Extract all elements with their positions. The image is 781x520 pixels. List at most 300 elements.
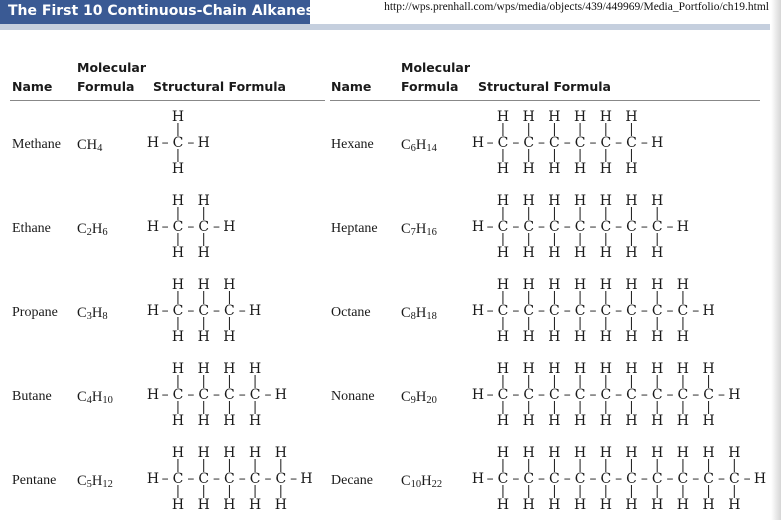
vertical-bond: | <box>603 122 608 137</box>
structural-formula <box>471 360 754 432</box>
horizontal-bond: – <box>692 303 700 319</box>
hydrogen-row <box>478 328 729 346</box>
hydrogen-atom: H <box>702 445 715 461</box>
hydrogen-atom: H <box>651 445 664 461</box>
hydrogen-atom: H <box>496 109 510 125</box>
vertical-bond: | <box>654 316 660 331</box>
vertical-bond: | <box>252 400 258 415</box>
hydrogen-atom: H <box>573 445 587 461</box>
hydrogen-atom: H <box>522 413 535 429</box>
carbon-atom: C <box>626 135 637 151</box>
vertical-bond: | <box>175 122 181 137</box>
vertical-bond: | <box>706 458 711 473</box>
hydrogen-atom: H <box>728 387 741 403</box>
hydrogen-atom: H <box>599 445 612 461</box>
molecular-formula <box>401 473 442 490</box>
hydrogen-atom: H <box>248 361 262 377</box>
horizontal-bond: – <box>563 219 571 235</box>
vertical-bond: | <box>278 458 283 473</box>
hydrogen-atom: H <box>676 219 689 235</box>
vertical-bond: | <box>680 374 686 389</box>
carbon-atom: C <box>600 135 612 151</box>
formula-carbon: C <box>77 305 87 321</box>
col-header-molecular-right: Molecular <box>401 60 470 75</box>
carbon-atom: C <box>172 219 184 235</box>
hydrogen-atom: H <box>599 161 612 177</box>
horizontal-bond: – <box>640 303 648 319</box>
vertical-bond: | <box>526 316 531 331</box>
horizontal-bond: – <box>615 387 623 403</box>
hydrogen-atom: H <box>625 245 638 261</box>
col-header-formula-left: Formula <box>77 79 135 94</box>
structural-formula <box>471 276 729 348</box>
carbon-atom: C <box>574 387 586 403</box>
vertical-bond: | <box>629 374 634 389</box>
vertical-bond: | <box>252 458 258 473</box>
vertical-bond: | <box>629 400 634 415</box>
structural-formula <box>146 360 301 432</box>
hydrogen-atom: H <box>625 413 638 429</box>
formula-carbon: C <box>77 473 87 489</box>
structural-formula <box>146 276 275 348</box>
horizontal-bond: – <box>589 387 597 403</box>
vertical-bond: | <box>654 206 660 221</box>
horizontal-bond: – <box>717 387 725 403</box>
formula-hydrogen: H <box>415 221 427 237</box>
formula-hydrogen-count: 16 <box>426 227 437 238</box>
vertical-bond: | <box>577 290 583 305</box>
vertical-bond: | <box>500 148 506 163</box>
title-underline <box>0 24 770 30</box>
formula-hydrogen-count: 12 <box>102 479 113 490</box>
vertical-bond: | <box>603 374 608 389</box>
vertical-bond: | <box>577 122 583 137</box>
vertical-bond: | <box>227 290 232 305</box>
vertical-bond: | <box>552 206 557 221</box>
hydrogen-row <box>153 412 301 430</box>
hydrogen-atom: H <box>599 245 612 261</box>
carbon-atom: C <box>574 219 586 235</box>
hydrogen-atom: H <box>548 497 561 513</box>
carbon-atom: C <box>497 135 509 151</box>
vertical-bond: | <box>577 484 583 499</box>
horizontal-bond: – <box>238 303 246 319</box>
vertical-bond: | <box>526 148 531 163</box>
horizontal-bond: – <box>512 219 520 235</box>
carbon-atom: C <box>703 471 714 487</box>
formula-carbon: C <box>401 137 411 153</box>
vertical-bond: | <box>577 458 583 473</box>
formula-hydrogen: H <box>91 305 103 321</box>
carbon-atom: C <box>172 471 184 487</box>
molecular-formula <box>401 221 437 238</box>
carbon-atom: C <box>626 387 637 403</box>
horizontal-bond: – <box>161 387 169 403</box>
carbon-atom: C <box>574 135 586 151</box>
formula-hydrogen: H <box>91 221 103 237</box>
hydrogen-atom: H <box>522 193 535 209</box>
hydrogen-atom: H <box>522 445 535 461</box>
carbon-atom: C <box>574 471 586 487</box>
vertical-bond: | <box>629 232 634 247</box>
formula-carbon: C <box>401 221 411 237</box>
carbon-atom: C <box>224 387 235 403</box>
horizontal-bond: – <box>640 387 648 403</box>
formula-carbon-count: 3 <box>86 311 92 322</box>
hydrogen-atom: H <box>496 413 510 429</box>
horizontal-bond: – <box>538 135 546 151</box>
horizontal-bond: – <box>213 387 221 403</box>
hydrogen-atom: H <box>223 219 236 235</box>
vertical-bond: | <box>577 374 583 389</box>
horizontal-bond: – <box>538 219 546 235</box>
vertical-bond: | <box>654 400 660 415</box>
carbon-atom: C <box>198 387 210 403</box>
hydrogen-atom: H <box>625 445 638 461</box>
vertical-bond: | <box>227 400 232 415</box>
hydrogen-atom: H <box>300 471 313 487</box>
carbon-atom: C <box>172 135 184 151</box>
horizontal-bond: – <box>589 471 597 487</box>
formula-carbon: C <box>77 389 87 405</box>
horizontal-bond: – <box>264 387 272 403</box>
col-header-molecular-left: Molecular <box>77 60 146 75</box>
carbon-atom: C <box>549 135 560 151</box>
alkane-name: Hexane <box>331 137 374 152</box>
hydrogen-atom: H <box>223 277 236 293</box>
carbon-atom: C <box>224 471 235 487</box>
hydrogen-atom: H <box>625 161 638 177</box>
carbon-atom: C <box>728 471 740 487</box>
hydrogen-atom: H <box>146 303 160 319</box>
formula-carbon-count: 2 <box>86 227 92 238</box>
hydrogen-atom: H <box>625 193 638 209</box>
vertical-bond: | <box>526 374 531 389</box>
molecular-formula <box>77 305 108 322</box>
hydrogen-atom: H <box>651 277 664 293</box>
alkane-name: Heptane <box>331 221 378 236</box>
carbon-atom: C <box>574 303 586 319</box>
carbon-atom: C <box>523 135 535 151</box>
carbon-atom: C <box>549 303 560 319</box>
hydrogen-atom: H <box>625 277 638 293</box>
molecular-formula <box>401 305 437 322</box>
horizontal-bond: – <box>692 387 700 403</box>
formula-carbon-count: 8 <box>410 311 416 322</box>
alkane-name: Octane <box>331 305 371 320</box>
vertical-bond: | <box>500 290 506 305</box>
hydrogen-atom: H <box>573 277 587 293</box>
header-rule-right <box>330 100 760 101</box>
hydrogen-row <box>153 328 275 346</box>
col-header-structural-left: Structural Formula <box>153 79 286 94</box>
vertical-bond: | <box>706 374 711 389</box>
col-header-name-right: Name <box>331 79 372 94</box>
formula-hydrogen-count: 18 <box>426 311 437 322</box>
hydrogen-atom: H <box>146 219 160 235</box>
formula-carbon: C <box>77 221 87 237</box>
vertical-bond: | <box>629 484 634 499</box>
hydrogen-atom: H <box>651 497 664 513</box>
hydrogen-atom: H <box>197 277 210 293</box>
hydrogen-atom: H <box>651 413 664 429</box>
source-url[interactable]: http://wps.prenhall.com/wps/media/objects/439/449969/Media_Portfolio/ch19.html <box>384 1 769 13</box>
vertical-bond: | <box>227 484 232 499</box>
hydrogen-atom: H <box>274 445 287 461</box>
hydrogen-atom: H <box>471 135 485 151</box>
hydrogen-atom: H <box>573 245 587 261</box>
vertical-bond: | <box>603 316 608 331</box>
carbon-atom: C <box>523 471 535 487</box>
horizontal-bond: – <box>187 387 195 403</box>
hydrogen-atom: H <box>248 445 262 461</box>
hydrogen-atom: H <box>573 109 587 125</box>
vertical-bond: | <box>629 206 634 221</box>
alkane-name: Propane <box>12 305 58 320</box>
structural-formula <box>146 108 224 180</box>
vertical-bond: | <box>500 374 506 389</box>
vertical-bond: | <box>603 290 608 305</box>
horizontal-bond: – <box>161 303 169 319</box>
hydrogen-atom: H <box>171 161 185 177</box>
hydrogen-atom: H <box>573 497 587 513</box>
horizontal-bond: – <box>538 387 546 403</box>
carbon-atom: C <box>249 387 261 403</box>
hydrogen-atom: H <box>171 497 185 513</box>
horizontal-bond: – <box>563 135 571 151</box>
hydrogen-atom: H <box>573 413 587 429</box>
vertical-bond: | <box>175 374 181 389</box>
hydrogen-row <box>478 160 677 178</box>
vertical-bond: | <box>526 290 531 305</box>
hydrogen-atom: H <box>274 387 287 403</box>
hydrogen-atom: H <box>522 109 535 125</box>
hydrogen-atom: H <box>522 245 535 261</box>
hydrogen-atom: H <box>573 329 587 345</box>
hydrogen-atom: H <box>573 161 587 177</box>
vertical-bond: | <box>654 290 660 305</box>
vertical-bond: | <box>706 484 711 499</box>
hydrogen-atom: H <box>522 277 535 293</box>
vertical-bond: | <box>526 206 531 221</box>
hydrogen-atom: H <box>223 361 236 377</box>
formula-carbon-count: 5 <box>86 479 92 490</box>
carbon-atom: C <box>677 303 689 319</box>
structural-formula <box>471 444 780 516</box>
vertical-bond: | <box>629 122 634 137</box>
vertical-bond: | <box>732 484 737 499</box>
hydrogen-atom: H <box>171 277 185 293</box>
col-header-name-left: Name <box>12 79 53 94</box>
horizontal-bond: – <box>187 471 195 487</box>
vertical-bond: | <box>603 484 608 499</box>
carbon-atom: C <box>249 471 261 487</box>
vertical-bond: | <box>654 232 660 247</box>
carbon-atom: C <box>651 219 663 235</box>
vertical-bond: | <box>577 316 583 331</box>
horizontal-bond: – <box>187 135 195 151</box>
structural-formula <box>471 108 677 180</box>
hydrogen-row <box>153 244 249 262</box>
vertical-bond: | <box>278 484 283 499</box>
carbon-atom: C <box>198 219 210 235</box>
hydrogen-atom: H <box>197 193 210 209</box>
horizontal-bond: – <box>486 471 494 487</box>
hydrogen-atom: H <box>728 445 741 461</box>
hydrogen-atom: H <box>548 277 561 293</box>
vertical-bond: | <box>175 484 181 499</box>
horizontal-bond: – <box>640 471 648 487</box>
formula-carbon: C <box>401 305 411 321</box>
horizontal-bond: – <box>238 387 246 403</box>
horizontal-bond: – <box>213 471 221 487</box>
vertical-bond: | <box>500 206 506 221</box>
horizontal-bond: – <box>213 303 221 319</box>
alkane-name: Pentane <box>12 473 57 488</box>
vertical-bond: | <box>603 232 608 247</box>
formula-hydrogen: H <box>415 305 427 321</box>
title-bar <box>0 0 314 24</box>
hydrogen-atom: H <box>625 497 638 513</box>
vertical-bond: | <box>201 374 206 389</box>
carbon-atom: C <box>549 387 560 403</box>
hydrogen-atom: H <box>471 219 485 235</box>
hydrogen-atom: H <box>676 277 689 293</box>
hydrogen-atom: H <box>146 387 160 403</box>
hydrogen-atom: H <box>248 413 262 429</box>
vertical-bond: | <box>526 400 531 415</box>
carbon-atom: C <box>651 471 663 487</box>
horizontal-bond: – <box>538 471 546 487</box>
col-header-formula-right: Formula <box>401 79 459 94</box>
hydrogen-atom: H <box>651 135 664 151</box>
formula-hydrogen: H <box>91 473 103 489</box>
hydrogen-atom: H <box>197 329 210 345</box>
vertical-bond: | <box>680 458 686 473</box>
formula-carbon: C <box>77 137 87 153</box>
carbon-atom: C <box>703 387 714 403</box>
horizontal-bond: – <box>615 303 623 319</box>
carbon-atom: C <box>600 387 612 403</box>
vertical-bond: | <box>629 316 634 331</box>
hydrogen-atom: H <box>548 361 561 377</box>
horizontal-bond: – <box>563 387 571 403</box>
carbon-atom: C <box>626 303 637 319</box>
hydrogen-atom: H <box>702 361 715 377</box>
vertical-bond: | <box>201 290 206 305</box>
hydrogen-atom: H <box>197 245 210 261</box>
vertical-bond: | <box>201 458 206 473</box>
hydrogen-atom: H <box>496 193 510 209</box>
hydrogen-atom: H <box>548 329 561 345</box>
vertical-bond: | <box>500 458 506 473</box>
alkane-name: Decane <box>331 473 373 488</box>
hydrogen-atom: H <box>248 303 262 319</box>
hydrogen-row <box>153 160 224 178</box>
horizontal-bond: – <box>161 135 169 151</box>
horizontal-bond: – <box>589 219 597 235</box>
hydrogen-atom: H <box>599 193 612 209</box>
vertical-bond: | <box>706 400 711 415</box>
horizontal-bond: – <box>666 219 674 235</box>
molecular-formula <box>77 389 113 406</box>
hydrogen-atom: H <box>548 193 561 209</box>
hydrogen-atom: H <box>496 329 510 345</box>
hydrogen-row <box>153 496 327 514</box>
hydrogen-atom: H <box>171 193 185 209</box>
hydrogen-atom: H <box>471 471 485 487</box>
horizontal-bond: – <box>589 135 597 151</box>
page-edge-shadow <box>771 0 781 520</box>
vertical-bond: | <box>500 484 506 499</box>
formula-hydrogen-count: 10 <box>102 395 113 406</box>
vertical-bond: | <box>201 484 206 499</box>
formula-hydrogen-count: 22 <box>431 479 443 490</box>
vertical-bond: | <box>680 290 686 305</box>
vertical-bond: | <box>654 458 660 473</box>
formula-carbon-count: 6 <box>410 143 416 154</box>
hydrogen-atom: H <box>171 245 185 261</box>
vertical-bond: | <box>526 232 531 247</box>
vertical-bond: | <box>526 484 531 499</box>
formula-hydrogen: H <box>91 389 103 405</box>
alkane-name: Methane <box>12 137 61 152</box>
hydrogen-atom: H <box>548 109 561 125</box>
carbon-atom: C <box>523 219 535 235</box>
vertical-bond: | <box>252 374 258 389</box>
hydrogen-atom: H <box>625 361 638 377</box>
vertical-bond: | <box>552 148 557 163</box>
horizontal-bond: – <box>666 387 674 403</box>
formula-hydrogen-count: 8 <box>102 311 108 322</box>
carbon-atom: C <box>198 471 210 487</box>
hydrogen-atom: H <box>223 497 236 513</box>
structural-formula <box>471 192 703 264</box>
hydrogen-atom: H <box>599 497 612 513</box>
formula-carbon: C <box>401 473 411 489</box>
hydrogen-atom: H <box>599 277 612 293</box>
vertical-bond: | <box>732 458 737 473</box>
vertical-bond: | <box>680 316 686 331</box>
hydrogen-atom: H <box>197 135 210 151</box>
hydrogen-atom: H <box>171 413 185 429</box>
formula-hydrogen: H <box>415 389 427 405</box>
hydrogen-atom: H <box>548 161 561 177</box>
header-rule-left <box>10 100 325 101</box>
vertical-bond: | <box>227 316 232 331</box>
hydrogen-atom: H <box>702 303 715 319</box>
alkane-name: Ethane <box>12 221 51 236</box>
vertical-bond: | <box>500 400 506 415</box>
carbon-atom: C <box>523 387 535 403</box>
carbon-atom: C <box>172 387 184 403</box>
vertical-bond: | <box>552 290 557 305</box>
horizontal-bond: – <box>512 471 520 487</box>
vertical-bond: | <box>552 458 557 473</box>
vertical-bond: | <box>577 232 583 247</box>
hydrogen-atom: H <box>197 445 210 461</box>
carbon-atom: C <box>677 387 689 403</box>
horizontal-bond: – <box>486 219 494 235</box>
vertical-bond: | <box>526 122 531 137</box>
hydrogen-atom: H <box>223 445 236 461</box>
hydrogen-atom: H <box>599 329 612 345</box>
molecular-formula <box>401 389 437 406</box>
hydrogen-atom: H <box>496 161 510 177</box>
vertical-bond: | <box>603 148 608 163</box>
formula-carbon-count: 4 <box>86 395 92 406</box>
carbon-atom: C <box>497 219 509 235</box>
